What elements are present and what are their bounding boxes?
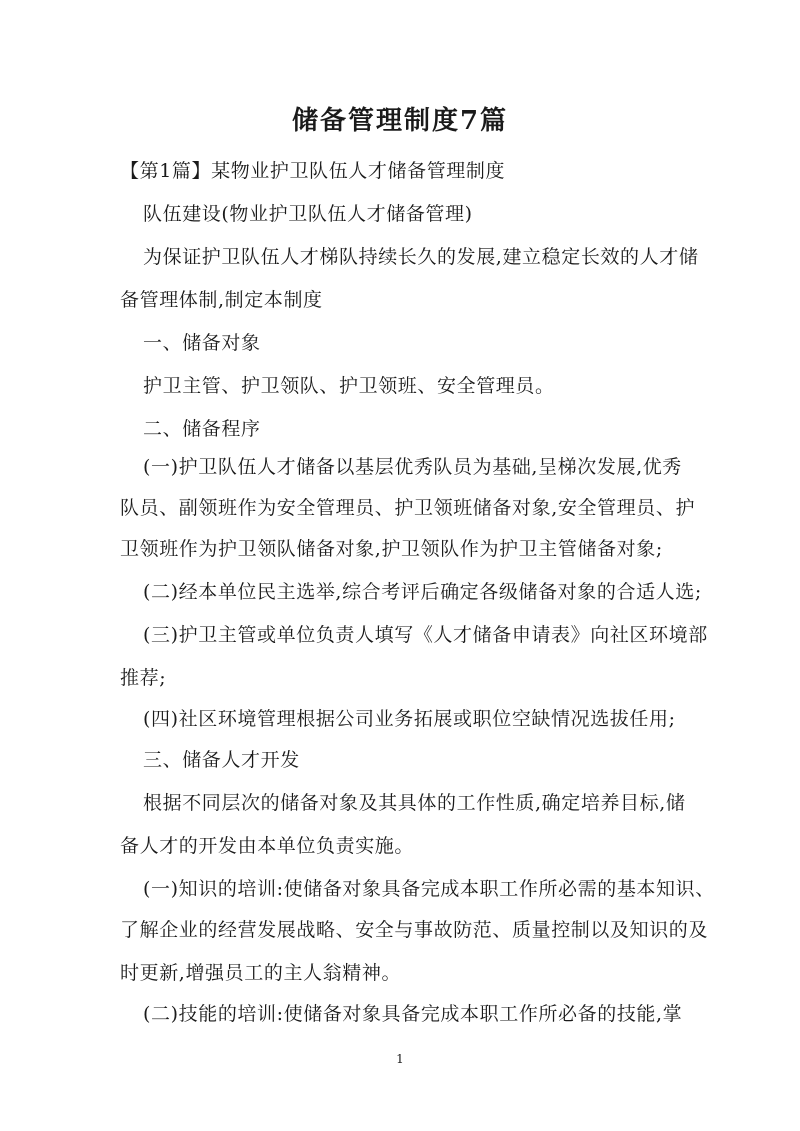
paragraph-line: 队员、副领班作为安全管理员、护卫领班储备对象,安全管理员、护 <box>120 497 696 519</box>
paragraph-line: 三、储备人才开发 <box>143 749 300 771</box>
page-number: 1 <box>396 1052 404 1066</box>
section-heading: 【第1篇】某物业护卫队伍人才储备管理制度 <box>120 160 506 182</box>
paragraph-line: 二、储备程序 <box>143 418 261 440</box>
paragraph-line: (二)经本单位民主选举,综合考评后确定各级储备对象的合适人选; <box>143 581 702 603</box>
paragraph-line: 了解企业的经营发展战略、安全与事故防范、质量控制以及知识的及 <box>120 919 709 941</box>
paragraph-line: (三)护卫主管或单位负责人填写《人才储备申请表》向社区环境部 <box>143 624 708 646</box>
document-title: 储备管理制度7篇 <box>291 106 509 136</box>
paragraph-line: (一)护卫队伍人才储备以基层优秀队员为基础,呈梯次发展,优秀 <box>143 456 682 478</box>
paragraph-line: 时更新,增强员工的主人翁精神。 <box>120 962 402 984</box>
paragraph-line: 备人才的开发由本单位负责实施。 <box>120 835 415 857</box>
paragraph-line: 备管理体制,制定本制度 <box>120 289 323 311</box>
paragraph-line: 护卫主管、护卫领队、护卫领班、安全管理员。 <box>143 375 555 397</box>
paragraph-line: 队伍建设(物业护卫队伍人才储备管理) <box>143 203 473 225</box>
paragraph-line: 为保证护卫队伍人才梯队持续长久的发展,建立稳定长效的人才储 <box>143 246 699 268</box>
paragraph-line: 推荐; <box>120 667 167 689</box>
paragraph-line: (四)社区环境管理根据公司业务拓展或职位空缺情况选拔任用; <box>143 708 676 730</box>
paragraph-line: (一)知识的培训:使储备对象具备完成本职工作所必需的基本知识、 <box>143 878 715 900</box>
paragraph-line: 根据不同层次的储备对象及其具体的工作性质,确定培养目标,储 <box>143 792 686 814</box>
paragraph-line: 卫领班作为护卫领队储备对象,护卫领队作为护卫主管储备对象; <box>120 538 663 560</box>
paragraph-line: (二)技能的培训:使储备对象具备完成本职工作所必备的技能,掌 <box>143 1003 683 1025</box>
paragraph-line: 一、储备对象 <box>143 332 261 354</box>
